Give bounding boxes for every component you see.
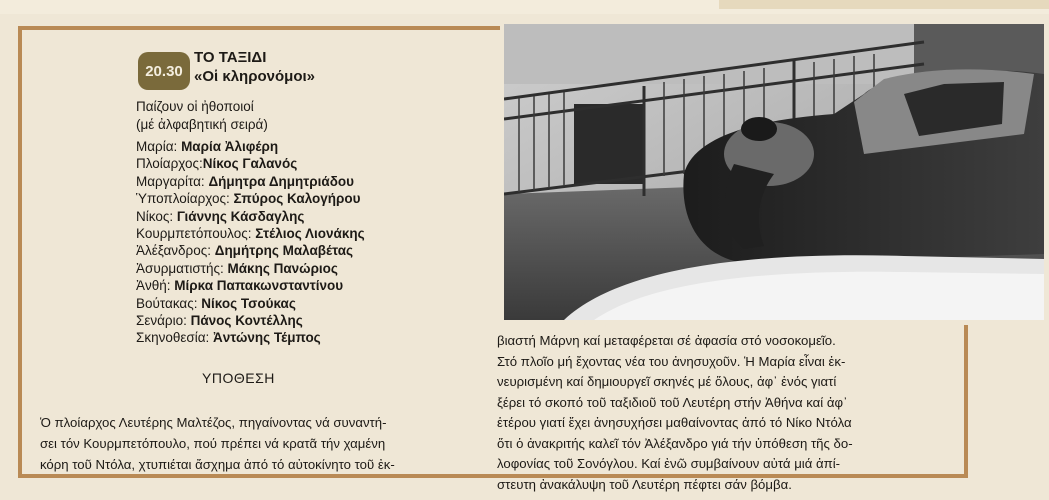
frame-left-rule — [18, 26, 22, 478]
cast-role: Ἀλέξανδρος: — [136, 243, 211, 259]
cast-row — [136, 312, 365, 329]
cast-list — [136, 138, 365, 347]
cast-role: Ὑποπλοίαρχος: — [136, 191, 230, 207]
cast-actor: Ἀντώνης Τέμπος — [213, 330, 321, 346]
plot-line: Στό πλοῖο μή ἔχοντας νέα του ἀνησυχοῦν. Ἡ Μαρία εἶναι ἐκ- — [497, 353, 846, 369]
cast-intro-line: (μέ ἀλφαβητική σειρά) — [136, 117, 268, 132]
cast-actor: Νίκος Τσούκας — [201, 295, 296, 311]
plot-line: ὅτι ὁ ἀνακριτής καλεῖ τόν Ἀλέξανδρο γιά τήν ὑπόθεση τῆς δο- — [497, 435, 853, 451]
cast-actor: Στέλιος Λιονάκης — [255, 226, 365, 242]
plot-text-right — [497, 331, 957, 495]
cast-row — [136, 155, 365, 172]
plot-line: βιαστή Μάρνη καί μεταφέρεται σέ ἀφασία στό νοσοκομεῖο. — [497, 333, 836, 348]
cast-role: Πλοίαρχος: — [136, 156, 203, 172]
plot-text-left — [40, 412, 480, 475]
cast-intro — [136, 98, 436, 134]
cast-actor: Γιάννης Κάσδαγλης — [176, 208, 305, 224]
cast-row — [136, 190, 365, 207]
cast-role: Σκηνοθεσία: — [136, 330, 210, 346]
cast-role: Σενάριο: — [136, 313, 187, 329]
cast-row — [136, 295, 365, 312]
cast-actor: Μαρία Ἀλιφέρη — [181, 139, 279, 154]
plot-line: Ὁ πλοίαρχος Λευτέρης Μαλτέζος, πηγαίνοντας νά συναντή- — [40, 415, 387, 430]
plot-line: στευτη ἀνακάλυψη τοῦ Λευτέρη πέφτει σάν βόμβα. — [497, 476, 792, 492]
scene-photo-drawing — [504, 24, 1044, 320]
frame-top-rule — [18, 26, 500, 30]
cast-row — [136, 138, 365, 155]
plot-heading: ΥΠΟΘΕΣΗ — [202, 370, 275, 386]
episode-title: «Οἱ κληρονόμοι» — [194, 68, 316, 85]
cast-role: Ἀνθή: — [136, 278, 171, 294]
cast-role: Κουρμπετόπουλος: — [136, 226, 252, 242]
cast-row — [136, 260, 365, 277]
plot-line: σει τόν Κουρμπετόπουλο, πού πρέπει νά κρατᾶ τήν χαμένη — [40, 436, 386, 451]
cast-actor: Μίρκα Παπακωνσταντίνου — [174, 278, 344, 294]
plot-line: κόρη τοῦ Ντόλα, χτυπιέται ἄσχημα ἀπό τό αὐτοκίνητο τοῦ ἐκ- — [40, 457, 395, 472]
cast-actor: Μάκης Πανώριος — [227, 260, 338, 276]
cast-role: Μαρία: — [136, 139, 178, 154]
cast-row — [136, 208, 365, 225]
cast-role: Ἀσυρματιστής: — [136, 260, 224, 276]
plot-line: ἑτέρου γιατί ἔχει ἀνησυχήσει μαθαίνοντας ἀπό τό Νίκο Ντόλα — [497, 415, 852, 430]
time-badge: 20.30 — [138, 52, 190, 90]
cast-actor: Πάνος Κοντέλλης — [190, 313, 303, 329]
cast-row — [136, 277, 365, 294]
cast-role: Βούτακας: — [136, 295, 198, 311]
page-top-band-accent — [719, 0, 1049, 9]
cast-row — [136, 242, 365, 259]
cast-row — [136, 225, 365, 242]
program-title: ΤΟ ΤΑΞΙΔΙ — [194, 49, 267, 66]
cast-role: Νίκος: — [136, 208, 174, 224]
cast-actor: Δημήτρης Μαλαβέτας — [214, 243, 354, 259]
frame-right-rule — [964, 325, 968, 477]
plot-line: λοφονίας τοῦ Σονόγλου. Καί ἐνῶ συμβαίνουν αὐτά μιά ἀπί- — [497, 456, 841, 471]
cast-actor: Δήμητρα Δημητριάδου — [208, 173, 354, 189]
plot-line: νευρισμένη καί δημιουργεῖ σκηνές μέ ὅλους, ἀφ᾿ ἑνός γιατί — [497, 374, 837, 389]
cast-actor: Σπύρος Καλογήρου — [233, 191, 361, 207]
plot-line: ξέρει τό σκοπό τοῦ ταξιδιοῦ τοῦ Λευτέρη στήν Ἀθήνα καί ἀφ᾿ — [497, 394, 848, 410]
cast-actor: Νίκος Γαλανός — [202, 156, 298, 172]
cast-row — [136, 329, 365, 346]
scene-photo — [504, 24, 1044, 320]
cast-role: Μαργαρίτα: — [136, 173, 205, 189]
cast-intro-line: Παίζουν οἱ ἠθοποιοί — [136, 99, 254, 114]
cast-row — [136, 173, 365, 190]
